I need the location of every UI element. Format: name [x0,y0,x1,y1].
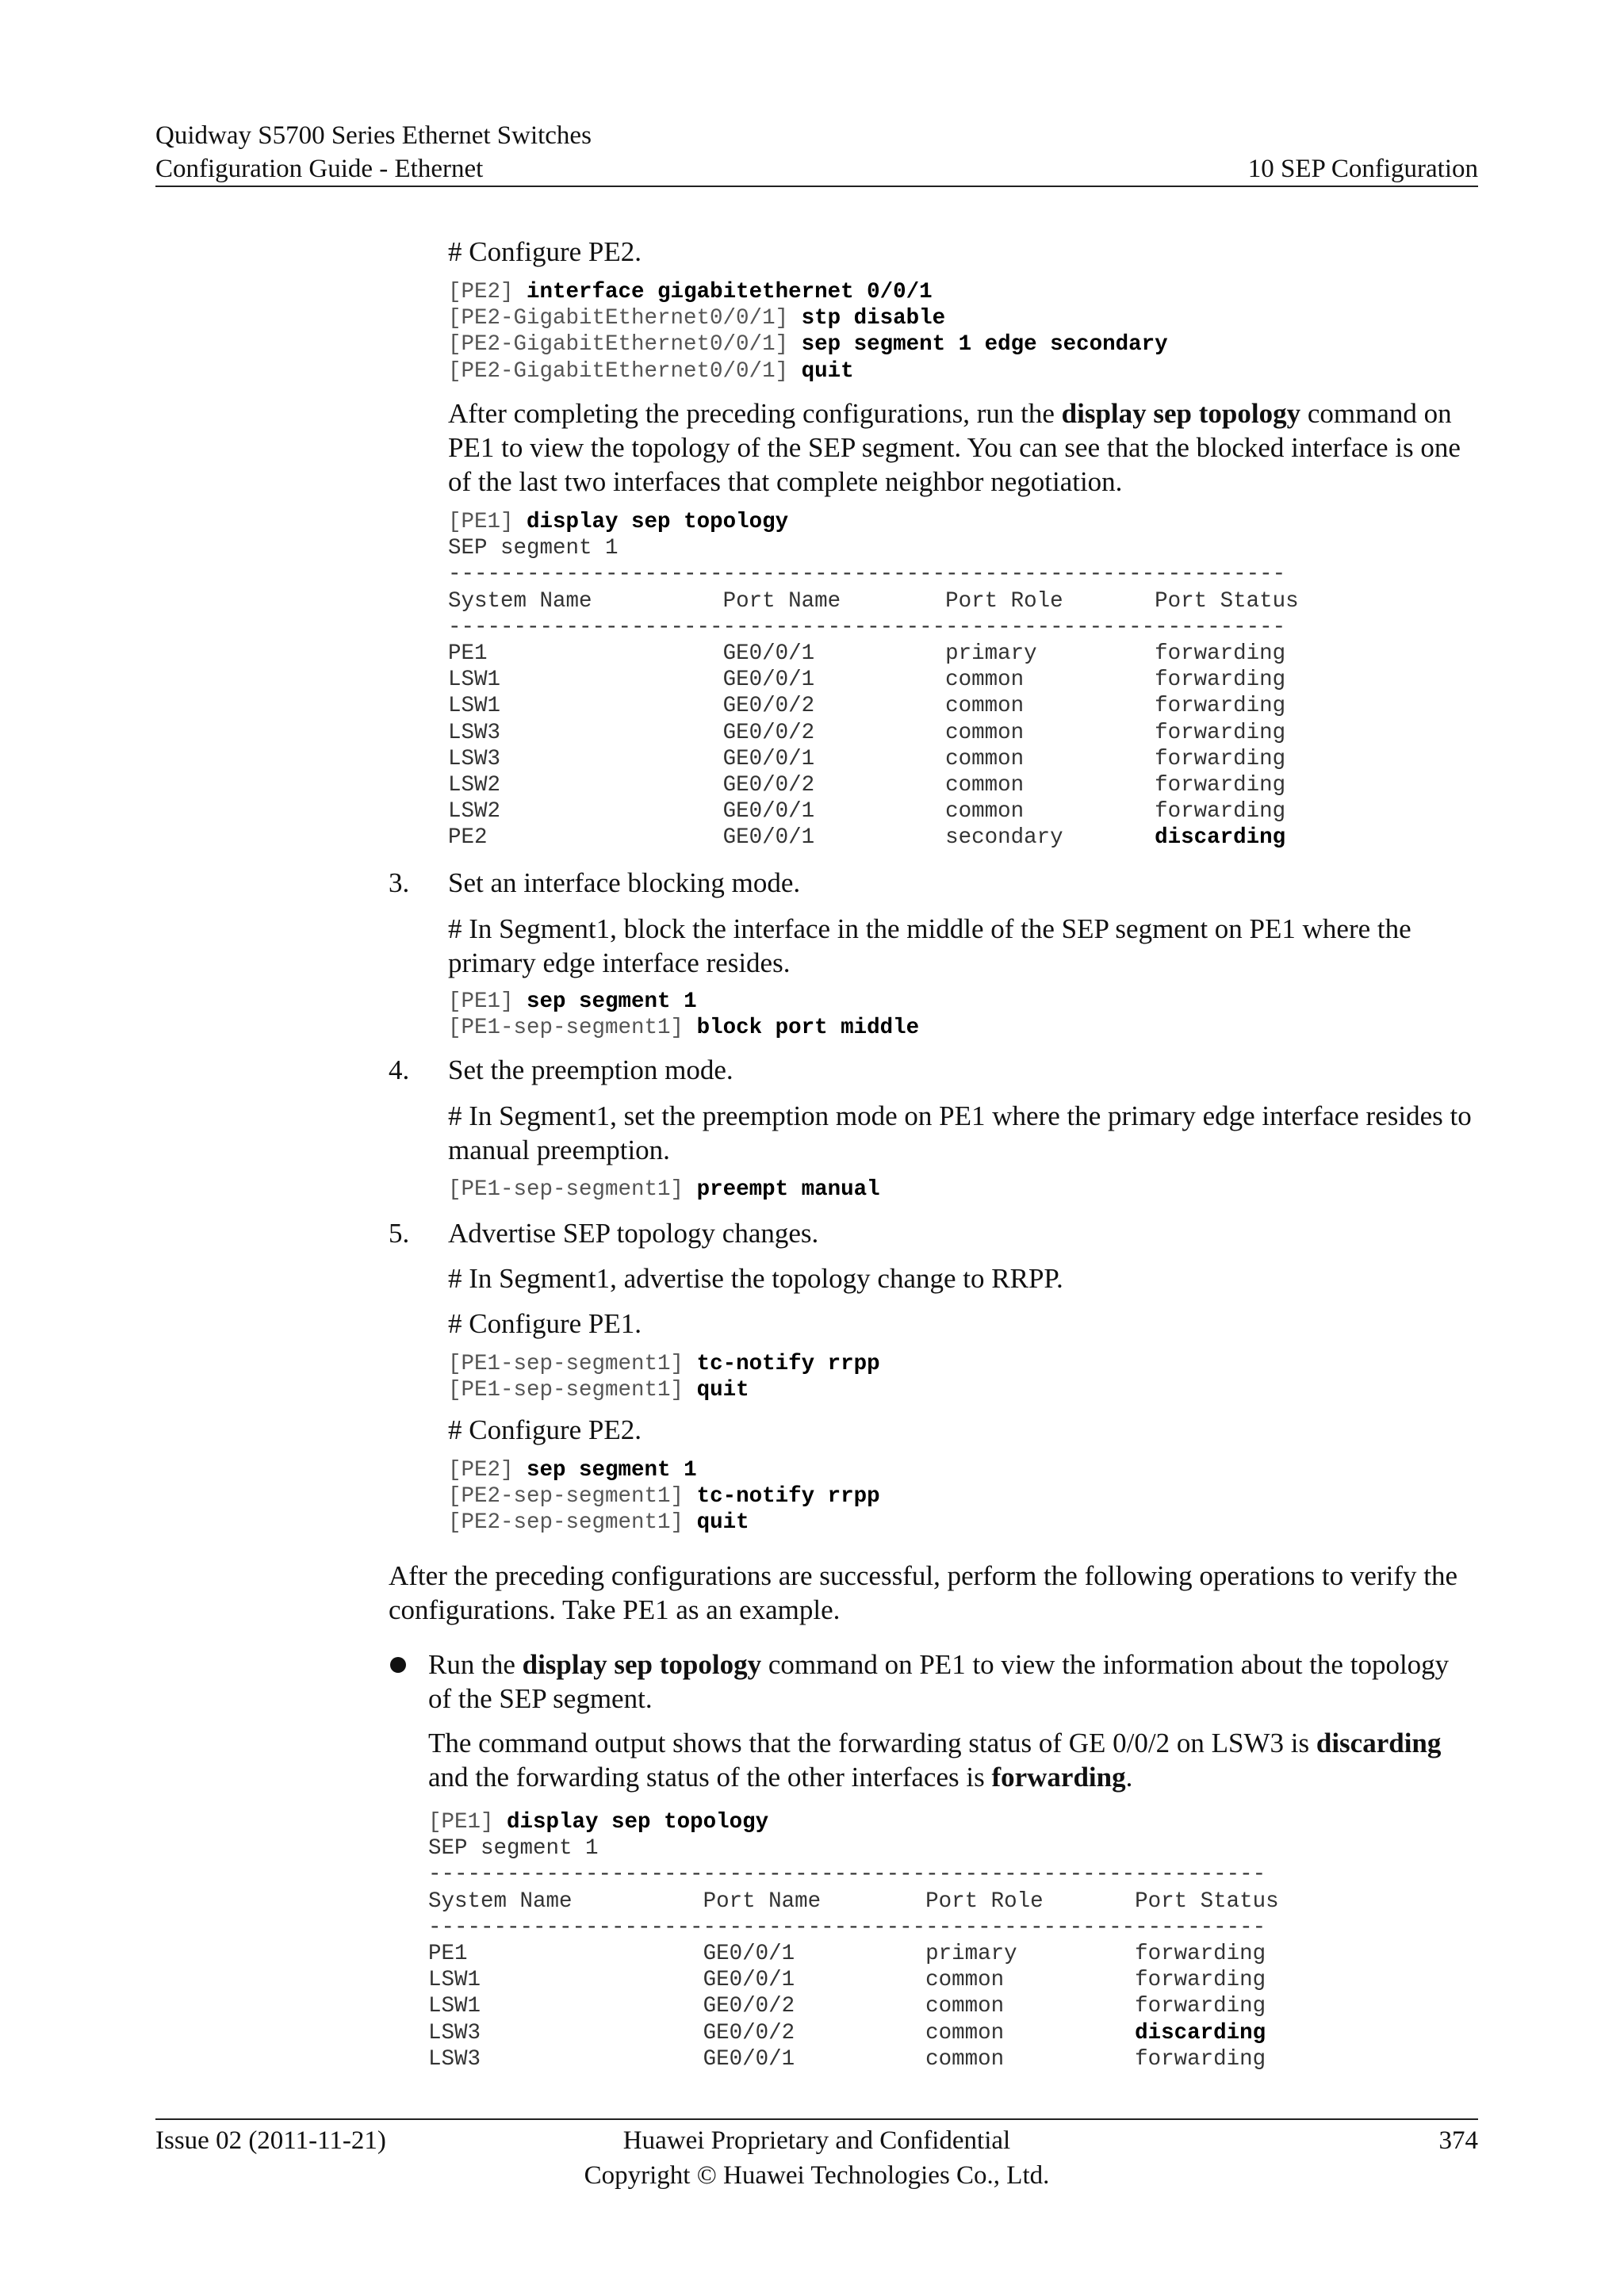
port-status: forwarding [1155,668,1286,693]
command-output-paragraph: The command output shows that the forwarding status of GE 0/0/2 on LSW3 is discarding and the forwarding status of the other interfaces is forwarding. [428,1728,1442,1793]
segment-label: SEP segment 1 [428,1836,599,1862]
configure-pe1-heading: # Configure PE1. [448,1308,642,1339]
port-status: discarding [1135,2020,1266,2045]
code-command: quit [696,1378,749,1403]
table-cell: PE1 [448,641,723,667]
table-cell: LSW3 [428,2020,703,2045]
table-cell: GE0/0/2 [722,773,946,798]
port-status: forwarding [1135,2046,1266,2072]
port-status: forwarding [1155,773,1286,798]
code-command: interface gigabitethernet 0/0/1 [527,280,933,304]
code-prompt: [PE2-sep-segment1] [448,1484,697,1510]
code-command: display sep topology [507,1810,769,1835]
table-cell: common [945,668,1155,693]
port-status: forwarding [1155,720,1286,745]
step-4-code [448,1177,1479,1203]
port-status: forwarding [1135,1994,1266,2019]
table-row [428,1942,1266,1966]
code-prompt: [PE1-sep-segment1] [448,1177,697,1202]
table-cell: LSW3 [428,2046,703,2072]
step-5-description: # In Segment1, advertise the topology change to RRPP. [448,1263,1063,1294]
port-status: forwarding [1135,1942,1266,1967]
table-cell: primary [925,1942,1136,1967]
table-cell: common [925,1994,1136,2019]
table-header: Port Role [945,588,1155,614]
configure-pe2-heading-2: # Configure PE2. [448,1414,642,1445]
table-row [448,825,1285,850]
table-cell: GE0/0/1 [722,799,946,825]
segment-label: SEP segment 1 [448,536,619,561]
code-prompt: [PE2-GigabitEthernet0/0/1] [448,358,802,384]
after-config-paragraph: After completing the preceding configurations, run the display sep topology command on PE1 to view the topology of the SEP segment. You can see that the blocked interface is one of the last two interfaces that complete neighbor negotiation. [448,398,1461,497]
table-rule: ---------------------------------------------------------------- [428,1915,1266,1940]
header-line2 [155,152,1478,186]
bullet-paragraph: Run the display sep topology command on PE1 to view the information about the topology of the SEP segment. [428,1649,1450,1714]
code-command: stp disable [801,306,946,331]
code-command: preempt manual [696,1177,880,1202]
table-row [448,641,1285,666]
table-header: System Name [448,588,723,614]
table-row [428,2047,1266,2072]
step-4-title: Set the preemption mode. [448,1054,733,1085]
table-cell: LSW1 [448,668,723,693]
code-prompt: [PE1] [448,989,527,1014]
table-cell: common [925,1968,1136,1993]
code-prompt: [PE1-sep-segment1] [448,1378,697,1403]
code-command: quit [696,1510,749,1536]
code-prompt: [PE2] [448,280,527,304]
table-cell: LSW2 [448,773,723,798]
table-cell: GE0/0/1 [703,2046,926,2072]
code-command: sep segment 1 edge secondary [801,332,1168,358]
table-cell: LSW3 [448,746,723,771]
code-command: sep segment 1 [527,1458,697,1483]
table-cell: GE0/0/2 [703,2020,926,2045]
table-cell: GE0/0/2 [703,1994,926,2019]
port-status: forwarding [1155,641,1286,667]
table-row [448,721,1285,745]
code-command: tc-notify rrpp [696,1484,880,1510]
port-status: forwarding [1155,694,1286,719]
table-row [428,1994,1266,2019]
table-cell: LSW3 [448,720,723,745]
code-command: tc-notify rrpp [696,1352,880,1376]
table-cell: GE0/0/2 [722,694,946,719]
header-chapter: 10 SEP Configuration [1247,155,1478,183]
code-prompt: [PE2] [448,1458,527,1483]
code-prompt: [PE2-GigabitEthernet0/0/1] [448,306,802,331]
table-rule: ---------------------------------------------------------------- [428,1862,1266,1888]
table-cell: common [925,2020,1136,2045]
table-cell: GE0/0/1 [722,746,946,771]
code-prompt: [PE1] [428,1810,508,1835]
table-header: Port Name [703,1888,926,1914]
table-row [448,773,1285,798]
table-cell: GE0/0/1 [703,1968,926,1993]
table-row [448,668,1285,692]
table-cell: GE0/0/1 [722,668,946,693]
configure-pe2-heading: # Configure PE2. [448,236,642,267]
code-prompt: [PE1] [448,510,527,534]
port-status: forwarding [1135,1968,1266,1993]
topology-output-2 [428,1809,1479,2072]
pe2-interface-code [448,279,1479,385]
code-prompt: [PE2-sep-segment1] [448,1510,697,1536]
table-cell: common [925,2046,1136,2072]
port-status: forwarding [1155,746,1286,771]
step-3-number: 3. [389,867,410,898]
port-status: forwarding [1155,799,1286,825]
code-prompt: [PE1-sep-segment1] [448,1016,697,1041]
table-cell: LSW1 [428,1968,703,1993]
table-cell: LSW2 [448,799,723,825]
table-rule: ---------------------------------------------------------------- [448,562,1286,587]
table-header: System Name [428,1888,703,1914]
table-cell: LSW1 [428,1994,703,2019]
table-row [448,694,1285,718]
display-sep-topology-keyword-2: display sep topology [522,1649,762,1680]
table-cell: common [945,799,1155,825]
step-5-number: 5. [389,1218,410,1249]
table-cell: common [945,773,1155,798]
footer-center [155,2123,1478,2193]
table-header: Port Role [925,1888,1136,1914]
footer-issue: Issue 02 (2011-11-21) [155,2126,386,2155]
code-command: display sep topology [527,510,789,534]
table-row [428,1968,1266,1992]
code-command: quit [801,358,854,384]
step-4-number: 4. [389,1054,410,1085]
table-cell: GE0/0/1 [722,641,946,667]
bullet-icon [390,1657,406,1673]
header-guide: Configuration Guide - Ethernet [155,155,484,183]
table-header: Port Name [722,588,946,614]
table-header: Port Status [1135,1888,1279,1914]
topology-output-1 [448,509,1479,851]
table-cell: common [945,746,1155,771]
step-3-description: # In Segment1, block the interface in the middle of the SEP segment on PE1 where the primary edge interface resides. [448,913,1411,978]
table-cell: common [945,720,1155,745]
pe1-tc-notify-code [448,1351,1479,1403]
footer-divider [155,2118,1478,2120]
step-5-title: Advertise SEP topology changes. [448,1218,819,1249]
footer-page-number: 374 [1438,2126,1478,2155]
step-3-title: Set an interface blocking mode. [448,867,801,898]
page-header [155,119,1478,186]
table-cell: primary [945,641,1155,667]
footer-copyright: Copyright © Huawei Technologies Co., Ltd. [584,2161,1050,2190]
footer-proprietary: Huawei Proprietary and Confidential [622,2126,1011,2155]
forwarding-keyword: forwarding [991,1762,1126,1793]
port-status: discarding [1155,825,1286,851]
verify-intro-paragraph: After the preceding configurations are successful, perform the following operations to verify the configurations. Take PE1 as an example. [389,1560,1458,1625]
table-row [428,2021,1266,2045]
table-cell: PE1 [428,1942,703,1967]
table-row [448,747,1285,771]
code-prompt: [PE1-sep-segment1] [448,1352,697,1376]
table-cell: PE2 [448,825,723,851]
table-cell: GE0/0/2 [722,720,946,745]
step-4-description: # In Segment1, set the preemption mode on PE1 where the primary edge interface resides to manual preemption. [448,1100,1472,1165]
table-rule: ---------------------------------------------------------------- [448,614,1286,640]
table-cell: secondary [945,825,1155,851]
code-command: block port middle [696,1016,920,1041]
table-cell: GE0/0/1 [722,825,946,851]
table-header: Port Status [1155,588,1299,614]
pe2-tc-notify-code [448,1457,1479,1536]
discarding-keyword: discarding [1316,1728,1442,1758]
header-product: Quidway S5700 Series Ethernet Switches [155,121,592,150]
table-cell: GE0/0/1 [703,1942,926,1967]
step-3-code [448,989,1479,1041]
code-command: sep segment 1 [527,989,697,1014]
table-row [448,799,1285,824]
table-cell: common [945,694,1155,719]
table-cell: LSW1 [448,694,723,719]
header-divider [155,186,1478,187]
display-sep-topology-keyword: display sep topology [1061,398,1301,429]
code-prompt: [PE2-GigabitEthernet0/0/1] [448,332,802,358]
